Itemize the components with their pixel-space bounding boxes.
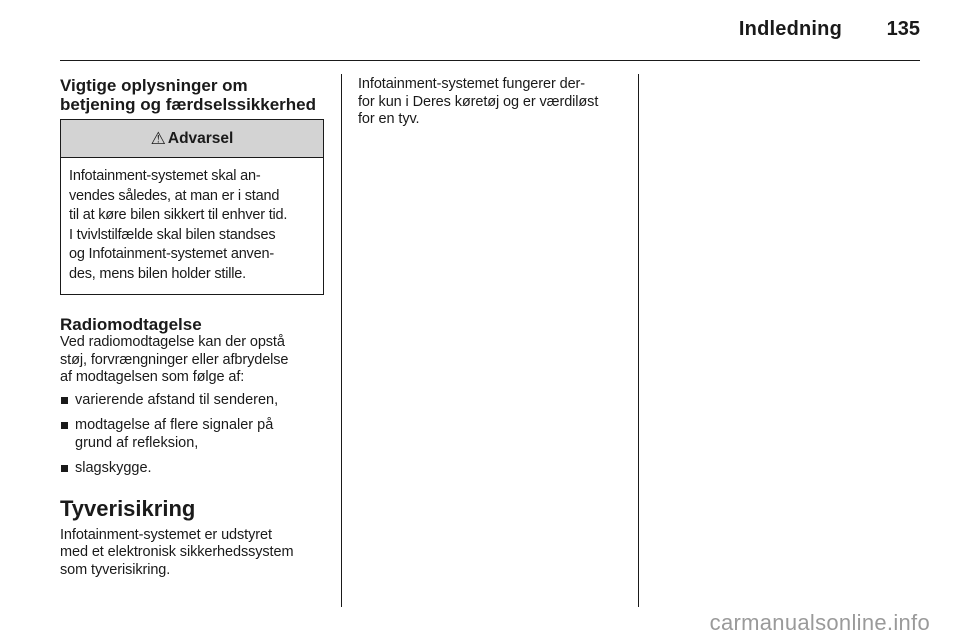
warning-line: vendes således, at man er i stand: [69, 187, 280, 204]
list-item-line: grund af refleksion,: [75, 434, 199, 451]
radio-bullet-list: [60, 392, 326, 478]
warning-line: I tvivlstilfælde skal bilen standses: [69, 226, 276, 243]
list-item: [60, 460, 326, 478]
list-item-line: varierende afstand til senderen,: [75, 391, 279, 408]
radio-intro-line: støj, forvrængninger eller afbrydelse: [60, 351, 289, 368]
warning-line: des, mens bilen holder stille.: [69, 265, 246, 282]
list-item-line: slagskygge.: [75, 460, 152, 476]
middle-line: for kun i Deres køretøj og er værdiløst: [358, 93, 599, 110]
radio-intro-line: Ved radiomodtagelse kan der opstå: [60, 334, 285, 350]
page-number: 135: [886, 18, 920, 40]
warning-line: og Infotainment-systemet anven-: [69, 246, 274, 262]
list-item-line: modtagelse af flere signaler på: [75, 417, 274, 433]
list-item: [60, 392, 326, 410]
theft-text: [60, 527, 326, 580]
list-item: [60, 417, 326, 452]
warning-line: Infotainment-systemet skal an-: [69, 168, 261, 184]
column-divider-1: [341, 74, 342, 607]
warning-text: [61, 158, 323, 294]
header-divider: [60, 60, 920, 61]
radio-intro: [60, 334, 326, 387]
warning-header: [61, 120, 323, 158]
section-title-line: Vigtige oplysninger om: [60, 76, 248, 95]
warning-line: til at køre bilen sikkert til enhver tid.: [69, 207, 288, 223]
middle-text: [358, 76, 628, 129]
radio-intro-line: af modtagelsen som følge af:: [60, 369, 245, 385]
warning-triangle-icon: ⚠: [150, 128, 166, 148]
middle-line: for en tyv.: [358, 111, 420, 127]
theft-line: som tyverisikring.: [60, 561, 171, 578]
column-divider-2: [638, 74, 639, 607]
warning-box: [60, 119, 324, 295]
theft-line: med et elektronisk sikkerhedssystem: [60, 544, 294, 560]
page-header-title: Indledning: [738, 18, 842, 40]
column-left: [60, 76, 326, 579]
warning-label: Advarsel: [167, 129, 234, 147]
theft-line: Infotainment-systemet er udstyret: [60, 526, 272, 543]
watermark: carmanualsonline.info: [709, 610, 930, 635]
middle-line: Infotainment-systemet fungerer der-: [358, 76, 585, 92]
section-title: [60, 76, 326, 114]
radio-heading: Radiomodtagelse: [60, 315, 202, 334]
theft-heading: Tyverisikring: [60, 495, 196, 521]
section-title-line: betjening og færdselssikkerhed: [60, 95, 317, 114]
column-middle: [358, 76, 628, 129]
